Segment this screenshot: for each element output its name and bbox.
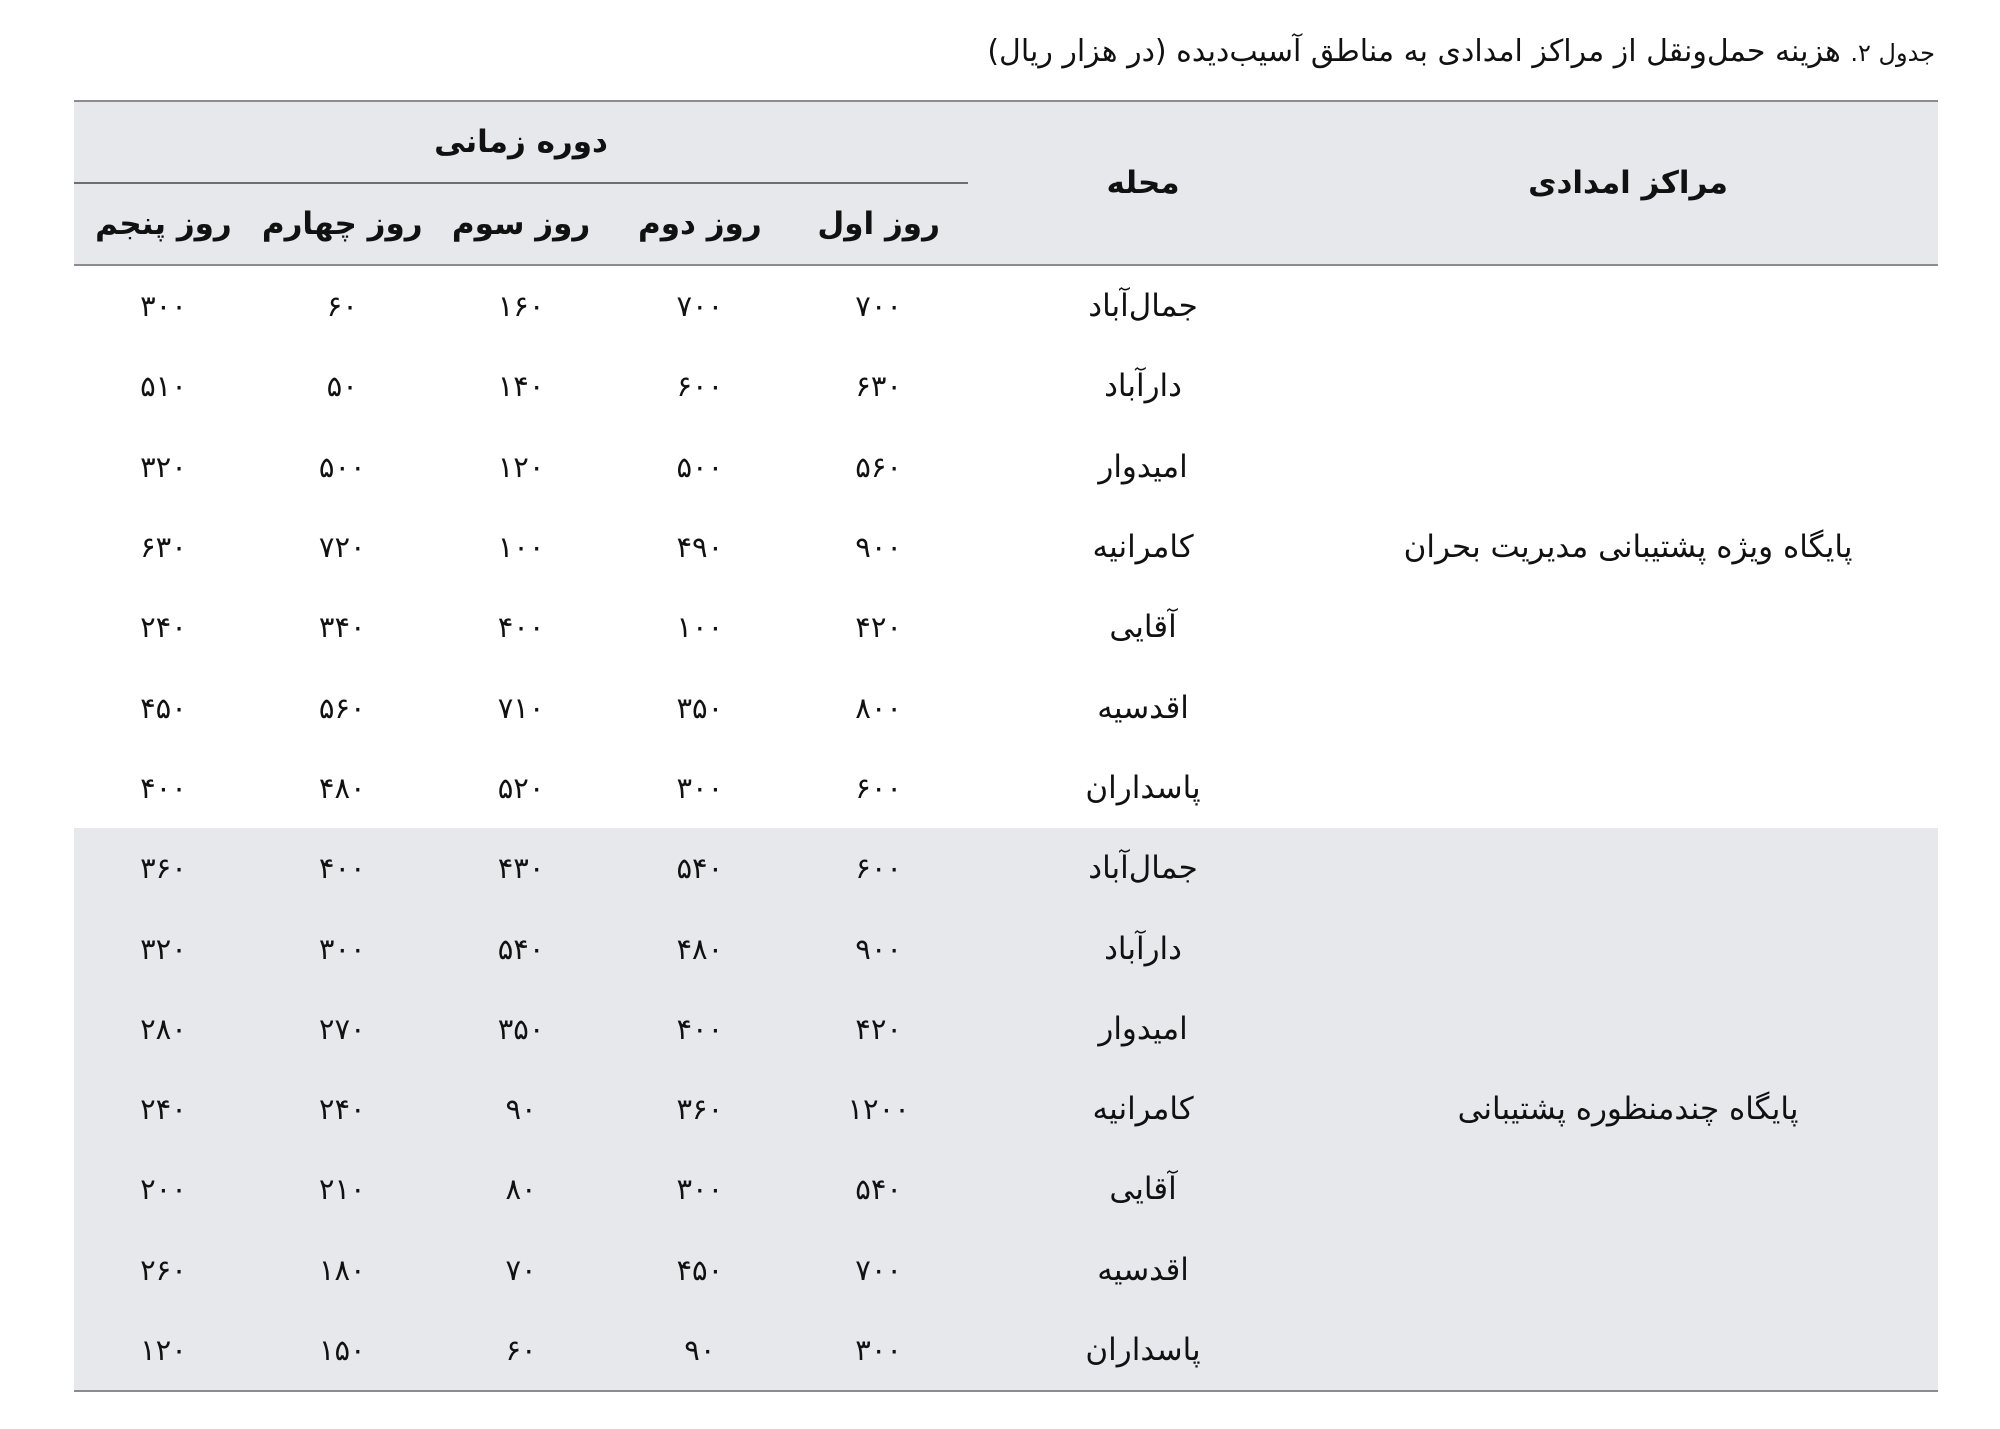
cost-cell-day-5: ۵۱۰: [140, 369, 187, 404]
cost-cell-day-4: ۳۰۰: [253, 908, 432, 988]
cost-cell-day-2: ۴۵۰: [610, 1230, 789, 1310]
cost-cell-day-5: ۱۲۰: [74, 1310, 253, 1391]
cost-cell-day-5: ۲۴۰: [140, 610, 187, 645]
cost-cell-day-1: ۹۰۰: [789, 908, 968, 988]
neighborhood-cell: دارآباد: [1104, 368, 1182, 405]
cost-cell-day-3: ۷۰: [432, 1230, 611, 1310]
cost-cell-day-1: ۶۰۰: [855, 770, 903, 805]
cost-cell-day-3: ۱۲۰: [497, 449, 545, 484]
header-center: مراکز امدادی: [1318, 101, 1938, 265]
cost-cell-day-5: ۲۴۰: [74, 1069, 253, 1149]
cost-table: [74, 100, 1938, 1392]
table-row: [74, 265, 1938, 346]
cost-cell-day-4: ۵۰: [326, 369, 358, 404]
neighborhood-cell: اقدسیه: [1097, 689, 1189, 726]
cost-cell-day-5: ۲۶۰: [74, 1230, 253, 1310]
header-neighborhood: محله: [968, 101, 1318, 265]
table-caption: [35, 30, 1935, 75]
cost-cell-day-5: ۶۳۰: [140, 530, 187, 565]
cost-cell-day-2: ۳۰۰: [610, 1149, 789, 1229]
cost-cell-day-3: ۵۲۰: [497, 770, 545, 805]
neighborhood-cell: جمال‌آباد: [1088, 288, 1198, 325]
cost-cell-day-4: ۴۰۰: [253, 828, 432, 908]
neighborhood-cell: کامرانیه: [968, 1069, 1318, 1149]
cost-cell-day-1: ۵۶۰: [855, 449, 903, 484]
neighborhood-cell: جمال‌آباد: [968, 828, 1318, 908]
cost-cell-day-2: ۹۰: [610, 1310, 789, 1391]
cost-cell-day-2: ۴۰۰: [610, 989, 789, 1069]
cost-cell-day-1: ۷۰۰: [789, 1230, 968, 1310]
cost-cell-day-4: ۴۸۰: [318, 770, 366, 805]
table-row: [74, 828, 1938, 908]
header-day-5: روز پنجم: [74, 183, 253, 265]
table-header: [74, 101, 1938, 265]
neighborhood-cell: امیدوار: [968, 989, 1318, 1069]
cost-cell-day-1: ۱۲۰۰: [789, 1069, 968, 1149]
cost-cell-day-1: ۶۳۰: [855, 369, 903, 404]
cost-cell-day-2: ۷۰۰: [676, 289, 724, 324]
cost-cell-day-4: ۲۱۰: [253, 1149, 432, 1229]
neighborhood-cell: پاسداران: [968, 1310, 1318, 1391]
cost-cell-day-5: ۳۶۰: [74, 828, 253, 908]
cost-cell-day-1: ۹۰۰: [855, 530, 903, 565]
cost-cell-day-3: ۴۰۰: [497, 610, 545, 645]
cost-cell-day-1: ۸۰۰: [855, 690, 903, 725]
cost-cell-day-3: ۹۰: [432, 1069, 611, 1149]
caption-text: هزینه حمل‌ونقل از مراکز امدادی به مناطق آسیب‌دیده (در هزار ریال): [987, 34, 1841, 69]
cost-cell-day-2: ۵۴۰: [610, 828, 789, 908]
cost-cell-day-4: ۶۰: [326, 289, 358, 324]
cost-cell-day-1: ۴۲۰: [789, 989, 968, 1069]
cost-cell-day-5: ۳۲۰: [74, 908, 253, 988]
cost-cell-day-2: ۳۰۰: [676, 770, 724, 805]
cost-cell-day-5: ۴۵۰: [140, 690, 187, 725]
neighborhood-cell: کامرانیه: [1092, 529, 1194, 566]
cost-cell-day-4: ۲۴۰: [253, 1069, 432, 1149]
header-day-4: روز چهارم: [253, 183, 432, 265]
cost-cell-day-1: ۴۲۰: [855, 610, 903, 645]
header-period: دوره زمانی: [74, 101, 968, 183]
cost-cell-day-3: ۳۵۰: [432, 989, 611, 1069]
cost-cell-day-2: ۵۰۰: [676, 449, 724, 484]
relief-center-name: پایگاه چندمنظوره پشتیبانی: [1318, 828, 1938, 1391]
cost-cell-day-2: ۳۶۰: [610, 1069, 789, 1149]
cost-cell-day-5: ۳۲۰: [140, 449, 187, 484]
cost-cell-day-4: ۱۸۰: [253, 1230, 432, 1310]
cost-cell-day-1: ۷۰۰: [855, 289, 903, 324]
cost-cell-day-3: ۶۰: [432, 1310, 611, 1391]
neighborhood-cell: دارآباد: [968, 908, 1318, 988]
neighborhood-cell: پاسداران: [1085, 769, 1201, 806]
header-day-2: روز دوم: [610, 183, 789, 265]
cost-cell-day-3: ۴۳۰: [432, 828, 611, 908]
header-day-1: روز اول: [789, 183, 968, 265]
header-day-3: روز سوم: [432, 183, 611, 265]
relief-center-name: پایگاه ویژه پشتیبانی مدیریت بحران: [1403, 529, 1853, 566]
cost-cell-day-4: ۵۰۰: [318, 449, 366, 484]
cost-cell-day-5: ۲۸۰: [74, 989, 253, 1069]
cost-cell-day-5: ۴۰۰: [140, 770, 187, 805]
cost-cell-day-2: ۱۰۰: [676, 610, 724, 645]
cost-cell-day-3: ۱۰۰: [497, 530, 545, 565]
cost-cell-day-2: ۴۹۰: [676, 530, 724, 565]
cost-cell-day-2: ۳۵۰: [676, 690, 724, 725]
cost-cell-day-1: ۵۴۰: [789, 1149, 968, 1229]
neighborhood-cell: اقدسیه: [968, 1230, 1318, 1310]
group-crisis-base: [74, 265, 1938, 828]
cost-cell-day-2: ۴۸۰: [610, 908, 789, 988]
cost-cell-day-3: ۱۶۰: [497, 289, 545, 324]
cost-cell-day-1: ۶۰۰: [789, 828, 968, 908]
cost-cell-day-5: ۳۰۰: [140, 289, 187, 324]
cost-cell-day-3: ۸۰: [432, 1149, 611, 1229]
cost-cell-day-3: ۱۴۰: [497, 369, 545, 404]
cost-cell-day-5: ۲۰۰: [74, 1149, 253, 1229]
cost-cell-day-2: ۶۰۰: [676, 369, 724, 404]
cost-cell-day-4: ۵۶۰: [318, 690, 366, 725]
cost-cell-day-3: ۷۱۰: [497, 690, 545, 725]
neighborhood-cell: امیدوار: [1098, 448, 1188, 485]
group-multipurpose-base: [74, 828, 1938, 1391]
cost-cell-day-4: ۷۲۰: [318, 530, 366, 565]
caption-label: جدول ۲.: [1850, 39, 1935, 67]
cost-cell-day-1: ۳۰۰: [789, 1310, 968, 1391]
cost-cell-day-4: ۲۷۰: [253, 989, 432, 1069]
cost-cell-day-4: ۱۵۰: [253, 1310, 432, 1391]
neighborhood-cell: آقایی: [1109, 609, 1177, 646]
neighborhood-cell: آقایی: [968, 1149, 1318, 1229]
cost-cell-day-3: ۵۴۰: [432, 908, 611, 988]
cost-cell-day-4: ۳۴۰: [318, 610, 366, 645]
